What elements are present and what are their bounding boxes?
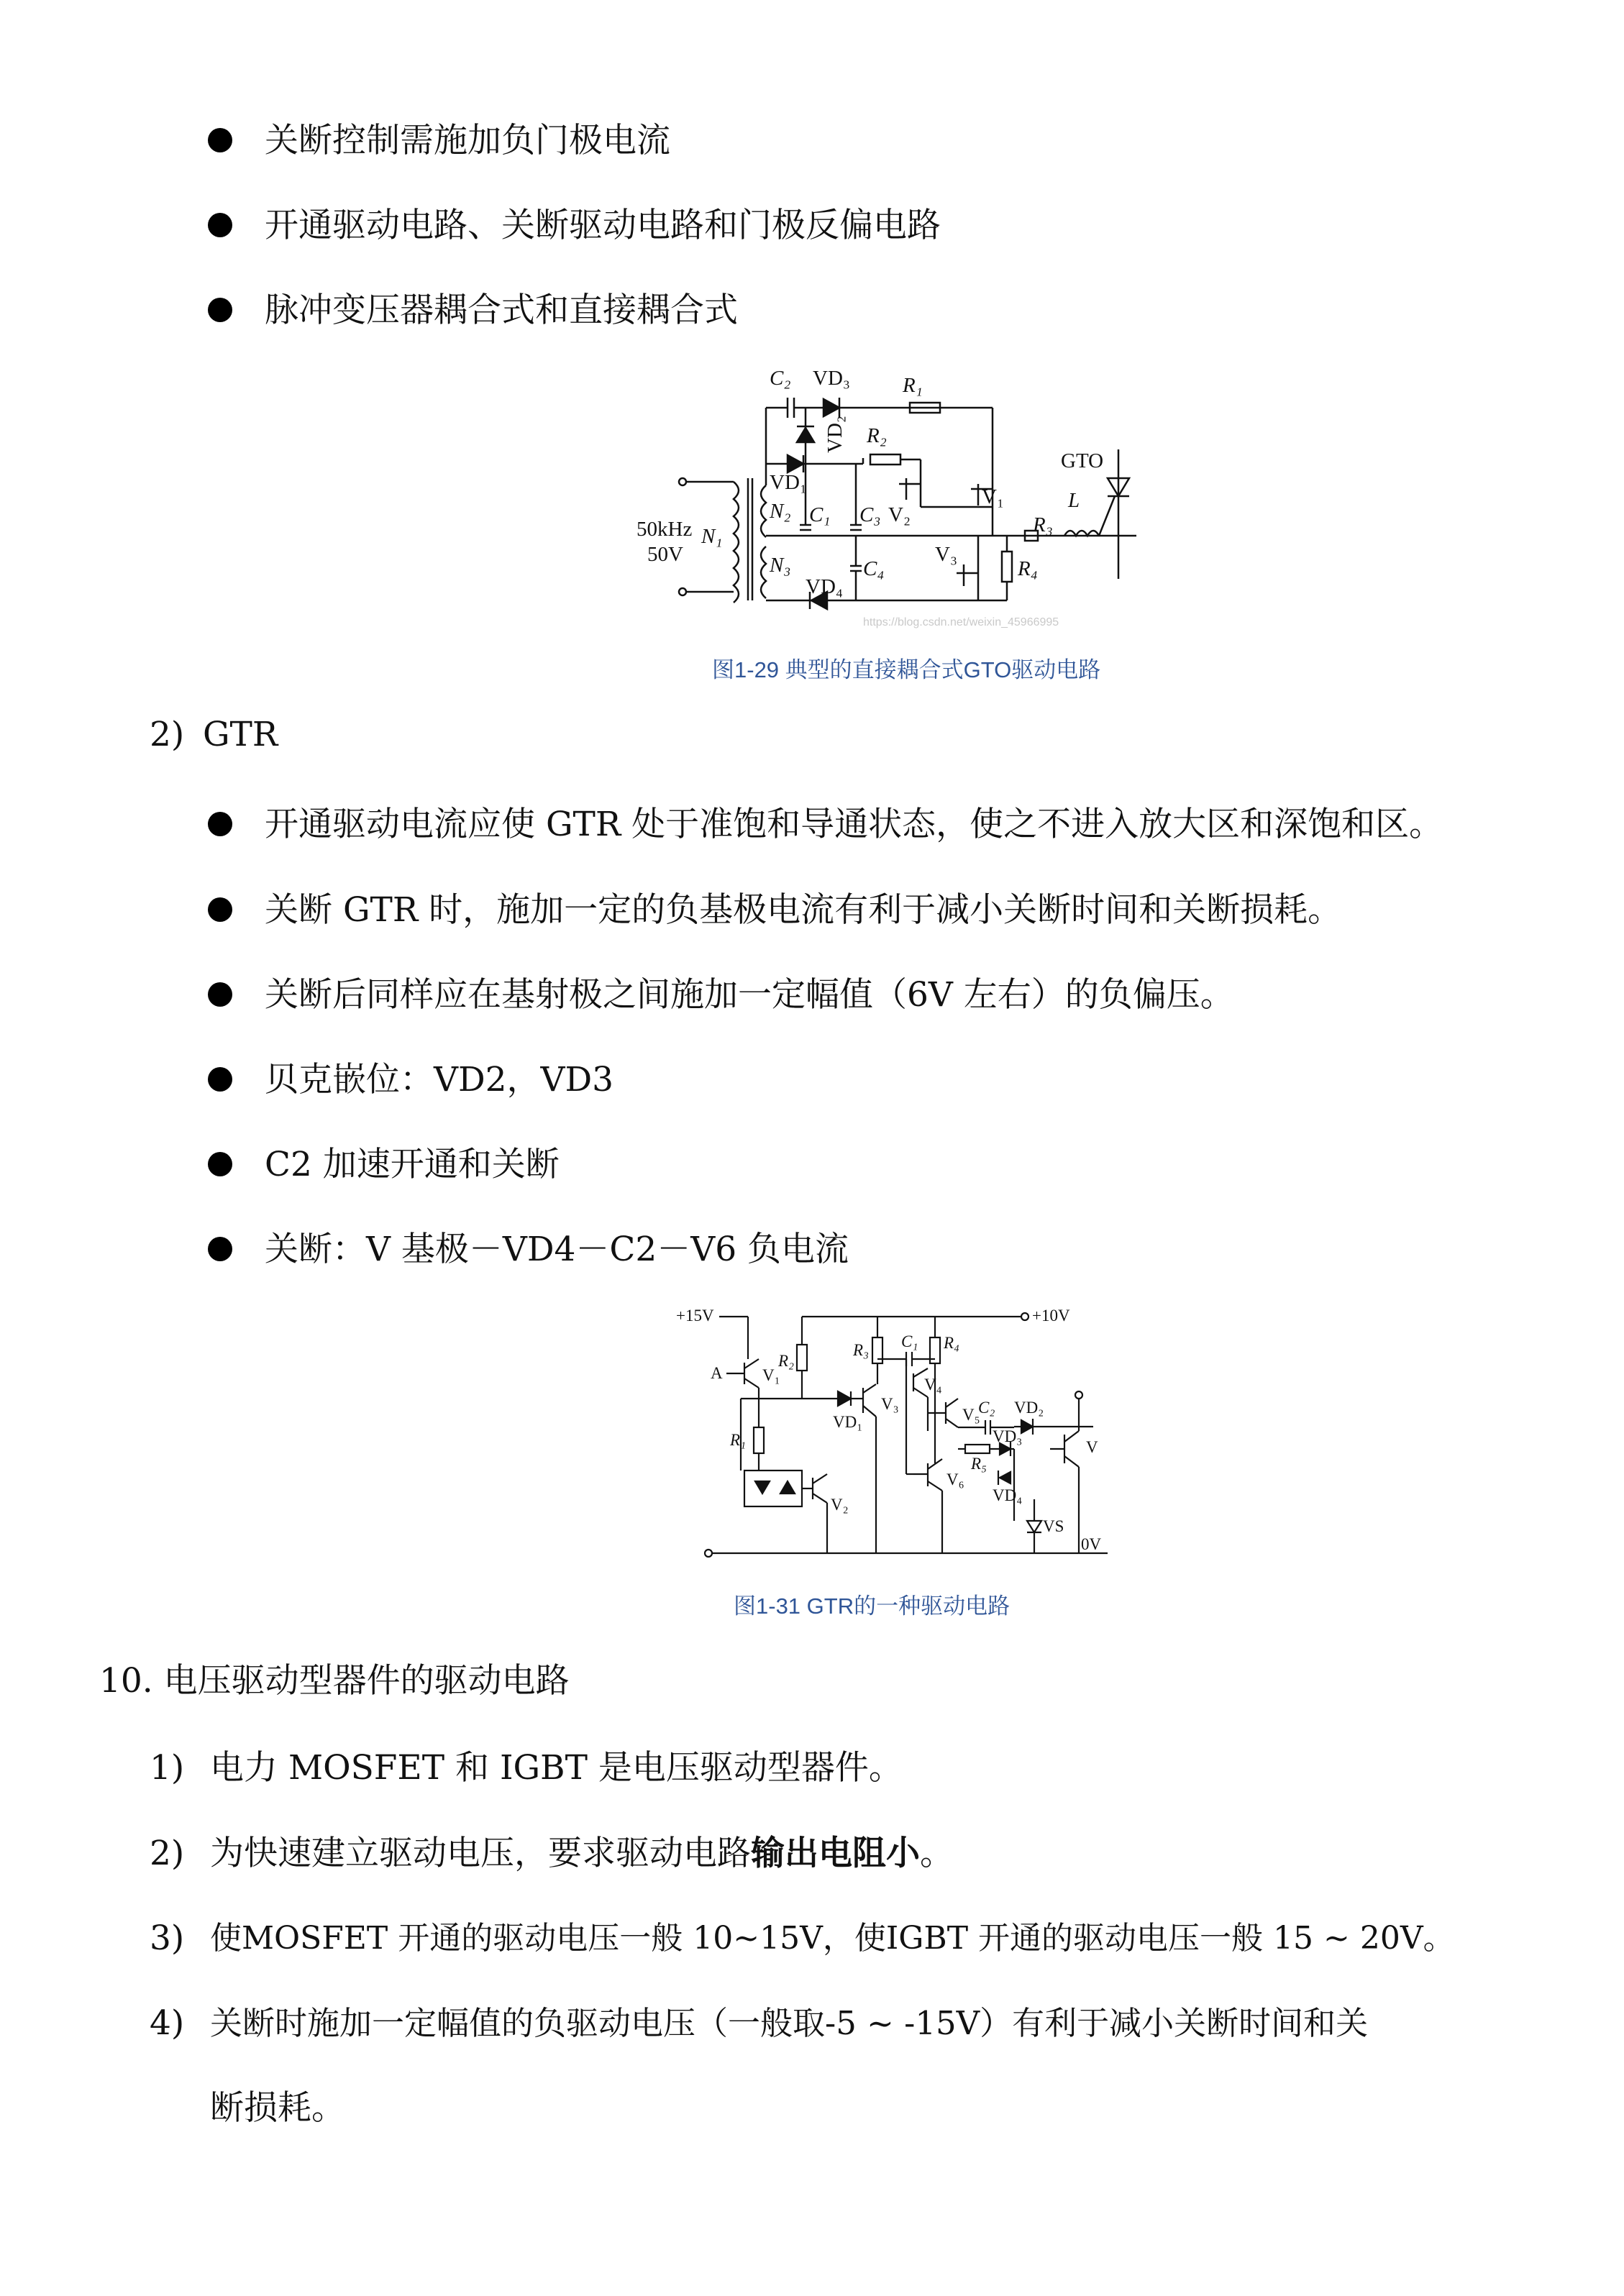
label-r3: R₃ (853, 1341, 870, 1359)
label-c2: C₂ (770, 367, 791, 390)
label-v2: V₂ (831, 1496, 849, 1514)
label-volt: 50V (647, 543, 683, 566)
label-p15: +15V (676, 1307, 714, 1325)
item-number: 4) (150, 2003, 185, 2043)
label-v6: V₆ (946, 1471, 964, 1488)
section-title: 10. 电压驱动型器件的驱动电路 (99, 1661, 570, 1701)
bullet-text: 关断 GTR 时，施加一定的负基极电流有利于减小关断时间和关断损耗。 (265, 890, 1342, 930)
label-vd1: VD₁ (770, 471, 807, 494)
item-number: 2) (150, 1834, 185, 1873)
label-r4: R₄ (1018, 557, 1038, 580)
label-v5: V₅ (962, 1406, 980, 1424)
label-l: L (1068, 489, 1080, 512)
label-r1: R₁ (730, 1431, 747, 1449)
bullet-dot (208, 1237, 232, 1261)
gtr-drive-circuit-figure (676, 1305, 1122, 1571)
bullet-dot (208, 298, 232, 322)
label-r2: R₂ (778, 1352, 795, 1370)
figure2-caption: 图1-31 GTR的一种驱动电路 (734, 1593, 1011, 1619)
bullet-text: 脉冲变压器耦合式和直接耦合式 (265, 291, 738, 330)
label-v1: V₁ (982, 485, 1005, 508)
label-vs: VS (1043, 1517, 1064, 1535)
gto-drive-circuit-figure (633, 363, 1136, 622)
label-n2: N₂ (770, 500, 791, 523)
label-ov: 0V (1081, 1535, 1102, 1553)
item-text-continued: 断损耗。 (210, 2088, 345, 2128)
label-v: V (1086, 1438, 1098, 1456)
item-text: 使MOSFET 开通的驱动电压一般 10~15V，使IGBT 开通的驱动电压一般 15 ~ 20V。 (210, 1920, 1455, 1957)
label-vd2: VD₂ (824, 416, 847, 453)
item-text: 关断时施加一定幅值的负驱动电压（一般取-5 ~ -15V）有利于减小关断时间和关 (210, 2004, 1369, 2042)
label-n1: N₁ (701, 525, 723, 548)
label-vd1: VD₁ (833, 1413, 863, 1431)
bullet-dot (208, 812, 232, 836)
label-r1: R₁ (903, 374, 923, 397)
label-a: A (711, 1364, 723, 1382)
bullet-text: 开通驱动电路、关断驱动电路和门极反偏电路 (265, 206, 941, 245)
bullet-text: 关断控制需施加负门极电流 (265, 121, 670, 160)
label-r4: R₄ (944, 1334, 960, 1352)
label-vd3: VD₃ (813, 367, 850, 390)
label-c2: C₂ (978, 1399, 995, 1417)
label-v3: V₃ (881, 1395, 899, 1413)
label-c4: C₄ (863, 557, 885, 580)
bullet-dot (208, 1152, 232, 1176)
item-text-before: 为快速建立驱动电压，要求驱动电路 (210, 1834, 751, 1873)
item-number: 3) (150, 1918, 185, 1958)
label-v3: V₃ (935, 543, 958, 566)
label-gto: GTO (1061, 449, 1104, 472)
label-n3: N₃ (770, 554, 791, 577)
label-c1: C₁ (809, 503, 831, 526)
bullet-dot (208, 1067, 232, 1092)
bullet-dot (208, 982, 232, 1007)
label-r2: R₂ (867, 424, 887, 447)
label-vd2: VD₂ (1014, 1399, 1044, 1417)
item-text: 电力 MOSFET 和 IGBT 是电压驱动型器件。 (210, 1748, 903, 1788)
label-v4: V₄ (924, 1376, 942, 1394)
bullet-text: C2 加速开通和关断 (265, 1145, 560, 1184)
label-v2: V₂ (888, 503, 911, 526)
item-number: 1) (150, 1748, 185, 1788)
label-vd4: VD₄ (806, 575, 843, 598)
watermark: https://blog.csdn.net/weixin_45966995 (863, 616, 1059, 628)
label-r3: R₃ (1033, 513, 1053, 536)
bullet-dot (208, 213, 232, 237)
label-freq: 50kHz (637, 518, 693, 541)
bullet-text: 开通驱动电流应使 GTR 处于准饱和导通状态，使之不进入放大区和深饱和区。 (265, 805, 1443, 844)
label-p10: +10V (1032, 1307, 1070, 1325)
label-c3: C₃ (859, 503, 881, 526)
item-text (210, 1834, 954, 1874)
item-text-bold: 输出电阻小 (751, 1834, 920, 1873)
figure1-caption: 图1-29 典型的直接耦合式GTO驱动电路 (712, 657, 1101, 682)
label-vd4: VD₄ (993, 1486, 1023, 1504)
label-v1: V₁ (762, 1366, 780, 1384)
bullet-dot (208, 128, 232, 152)
bullet-text: 关断后同样应在基射极之间施加一定幅值（6V 左右）的负偏压。 (265, 975, 1234, 1015)
bullet-text: 关断：V 基极－VD4－C2－V6 负电流 (265, 1230, 849, 1269)
item-text-after: 。 (920, 1834, 954, 1873)
section-number: 2) (150, 715, 185, 754)
bullet-dot (208, 897, 232, 922)
label-r5: R₅ (971, 1455, 987, 1473)
label-c1: C₁ (901, 1332, 918, 1350)
bullet-text: 贝克嵌位：VD2，VD3 (265, 1060, 614, 1099)
label-vd3: VD₃ (993, 1427, 1023, 1445)
section-title: GTR (203, 715, 278, 754)
